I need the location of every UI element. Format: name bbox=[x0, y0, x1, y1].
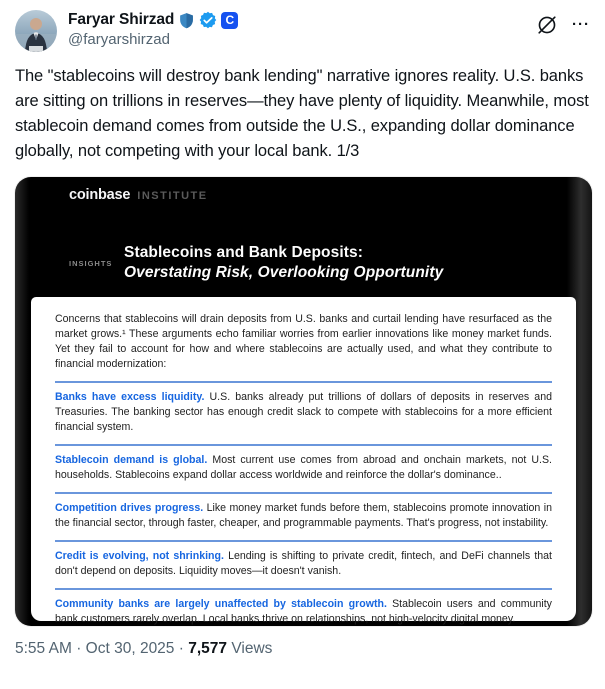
section-body: Most current use comes from abroad and onchain markets, not U.S. households. Stablecoins expand dollar access worldwide and reinforce the dollar's dominance.. bbox=[55, 454, 552, 481]
user-handle[interactable]: @faryarshirzad bbox=[68, 31, 170, 48]
avatar-person-illustration bbox=[15, 10, 57, 52]
card-title-line2: Overstating Risk, Overlooking Opportunity bbox=[124, 264, 444, 281]
section-body: Like money market funds before them, stablecoins promote innovation in the financial sector, through faster, cheaper, and programmable payments. That's progress, not instability. bbox=[55, 502, 552, 529]
tweet-footer bbox=[15, 640, 590, 658]
document-section bbox=[55, 494, 552, 542]
grok-icon[interactable] bbox=[536, 14, 558, 36]
views-label: Views bbox=[231, 640, 273, 657]
document-section bbox=[55, 542, 552, 590]
insights-kicker: INSIGHTS bbox=[69, 258, 113, 268]
document-intro-paragraph: Concerns that stablecoins will drain deposits from U.S. banks and curtail lending have resurfaced as the market grows.¹ These arguments echo familiar worries from earlier innovations like money market funds. Yet they fail to account for how and where stablecoins are actually used, and what they contribute to financial modernization: bbox=[55, 312, 552, 383]
section-lead: Competition drives progress. bbox=[55, 502, 204, 514]
coinbase-logo: coinbase bbox=[69, 187, 131, 203]
section-lead: Banks have excess liquidity. bbox=[55, 391, 205, 403]
section-body: Lending is shifting to private credit, fintech, and DeFi channels that don't depend on deposits. Liquidity moves—it doesn't vanish. bbox=[55, 550, 552, 577]
views-count: 7,577 bbox=[188, 640, 228, 657]
section-body: U.S. banks already put trillions of dollars of deposits in reserves and Treasuries. The banking sector has enough credit slack to compete with stablecoins for a more efficient financial system. bbox=[55, 391, 552, 433]
verified-badge-icon bbox=[199, 11, 217, 29]
card-title-line1: Stablecoins and Bank Deposits: bbox=[124, 244, 363, 261]
name-row bbox=[68, 11, 536, 29]
document-sections bbox=[55, 383, 552, 626]
identity-block bbox=[68, 10, 536, 48]
institute-wordmark: INSTITUTE bbox=[137, 190, 208, 202]
document-section bbox=[55, 590, 552, 626]
display-name[interactable]: Faryar Shirzad bbox=[68, 11, 175, 28]
timestamp-time[interactable]: 5:55 AM bbox=[15, 640, 72, 657]
avatar[interactable] bbox=[15, 10, 57, 52]
dot-separator: · bbox=[76, 640, 82, 657]
card-title bbox=[124, 243, 443, 283]
document-section bbox=[55, 446, 552, 494]
card-brand-row bbox=[15, 177, 592, 203]
shield-emoji-icon bbox=[178, 12, 195, 29]
embedded-image-card[interactable] bbox=[15, 177, 592, 626]
dot-separator: · bbox=[178, 640, 184, 657]
document-section bbox=[55, 383, 552, 446]
section-lead: Stablecoin demand is global. bbox=[55, 454, 208, 466]
card-title-row bbox=[15, 243, 592, 283]
document-panel bbox=[31, 297, 576, 625]
section-lead: Credit is evolving, not shrinking. bbox=[55, 550, 224, 562]
section-lead: Community banks are largely unaffected by stablecoin growth. bbox=[55, 598, 387, 610]
tweet-text: The "stablecoins will destroy bank lending" narrative ignores reality. U.S. banks are sitting on trillions in reserves—they have plenty of liquidity. Meanwhile, most stablecoin demand comes from outside the U.S., expanding dollar dominance globally, not competing with your local bank. 1/3 bbox=[15, 67, 589, 160]
section-body: Stablecoin users and community bank customers rarely overlap. Local banks thrive on relationships, not high-velocity digital money. bbox=[55, 598, 552, 625]
header-actions bbox=[536, 10, 590, 36]
more-menu-icon[interactable]: ··· bbox=[572, 16, 590, 33]
tweet-header bbox=[15, 10, 590, 52]
coinbase-affiliate-badge-icon[interactable]: C bbox=[221, 12, 238, 29]
timestamp-date[interactable]: Oct 30, 2025 bbox=[85, 640, 175, 657]
